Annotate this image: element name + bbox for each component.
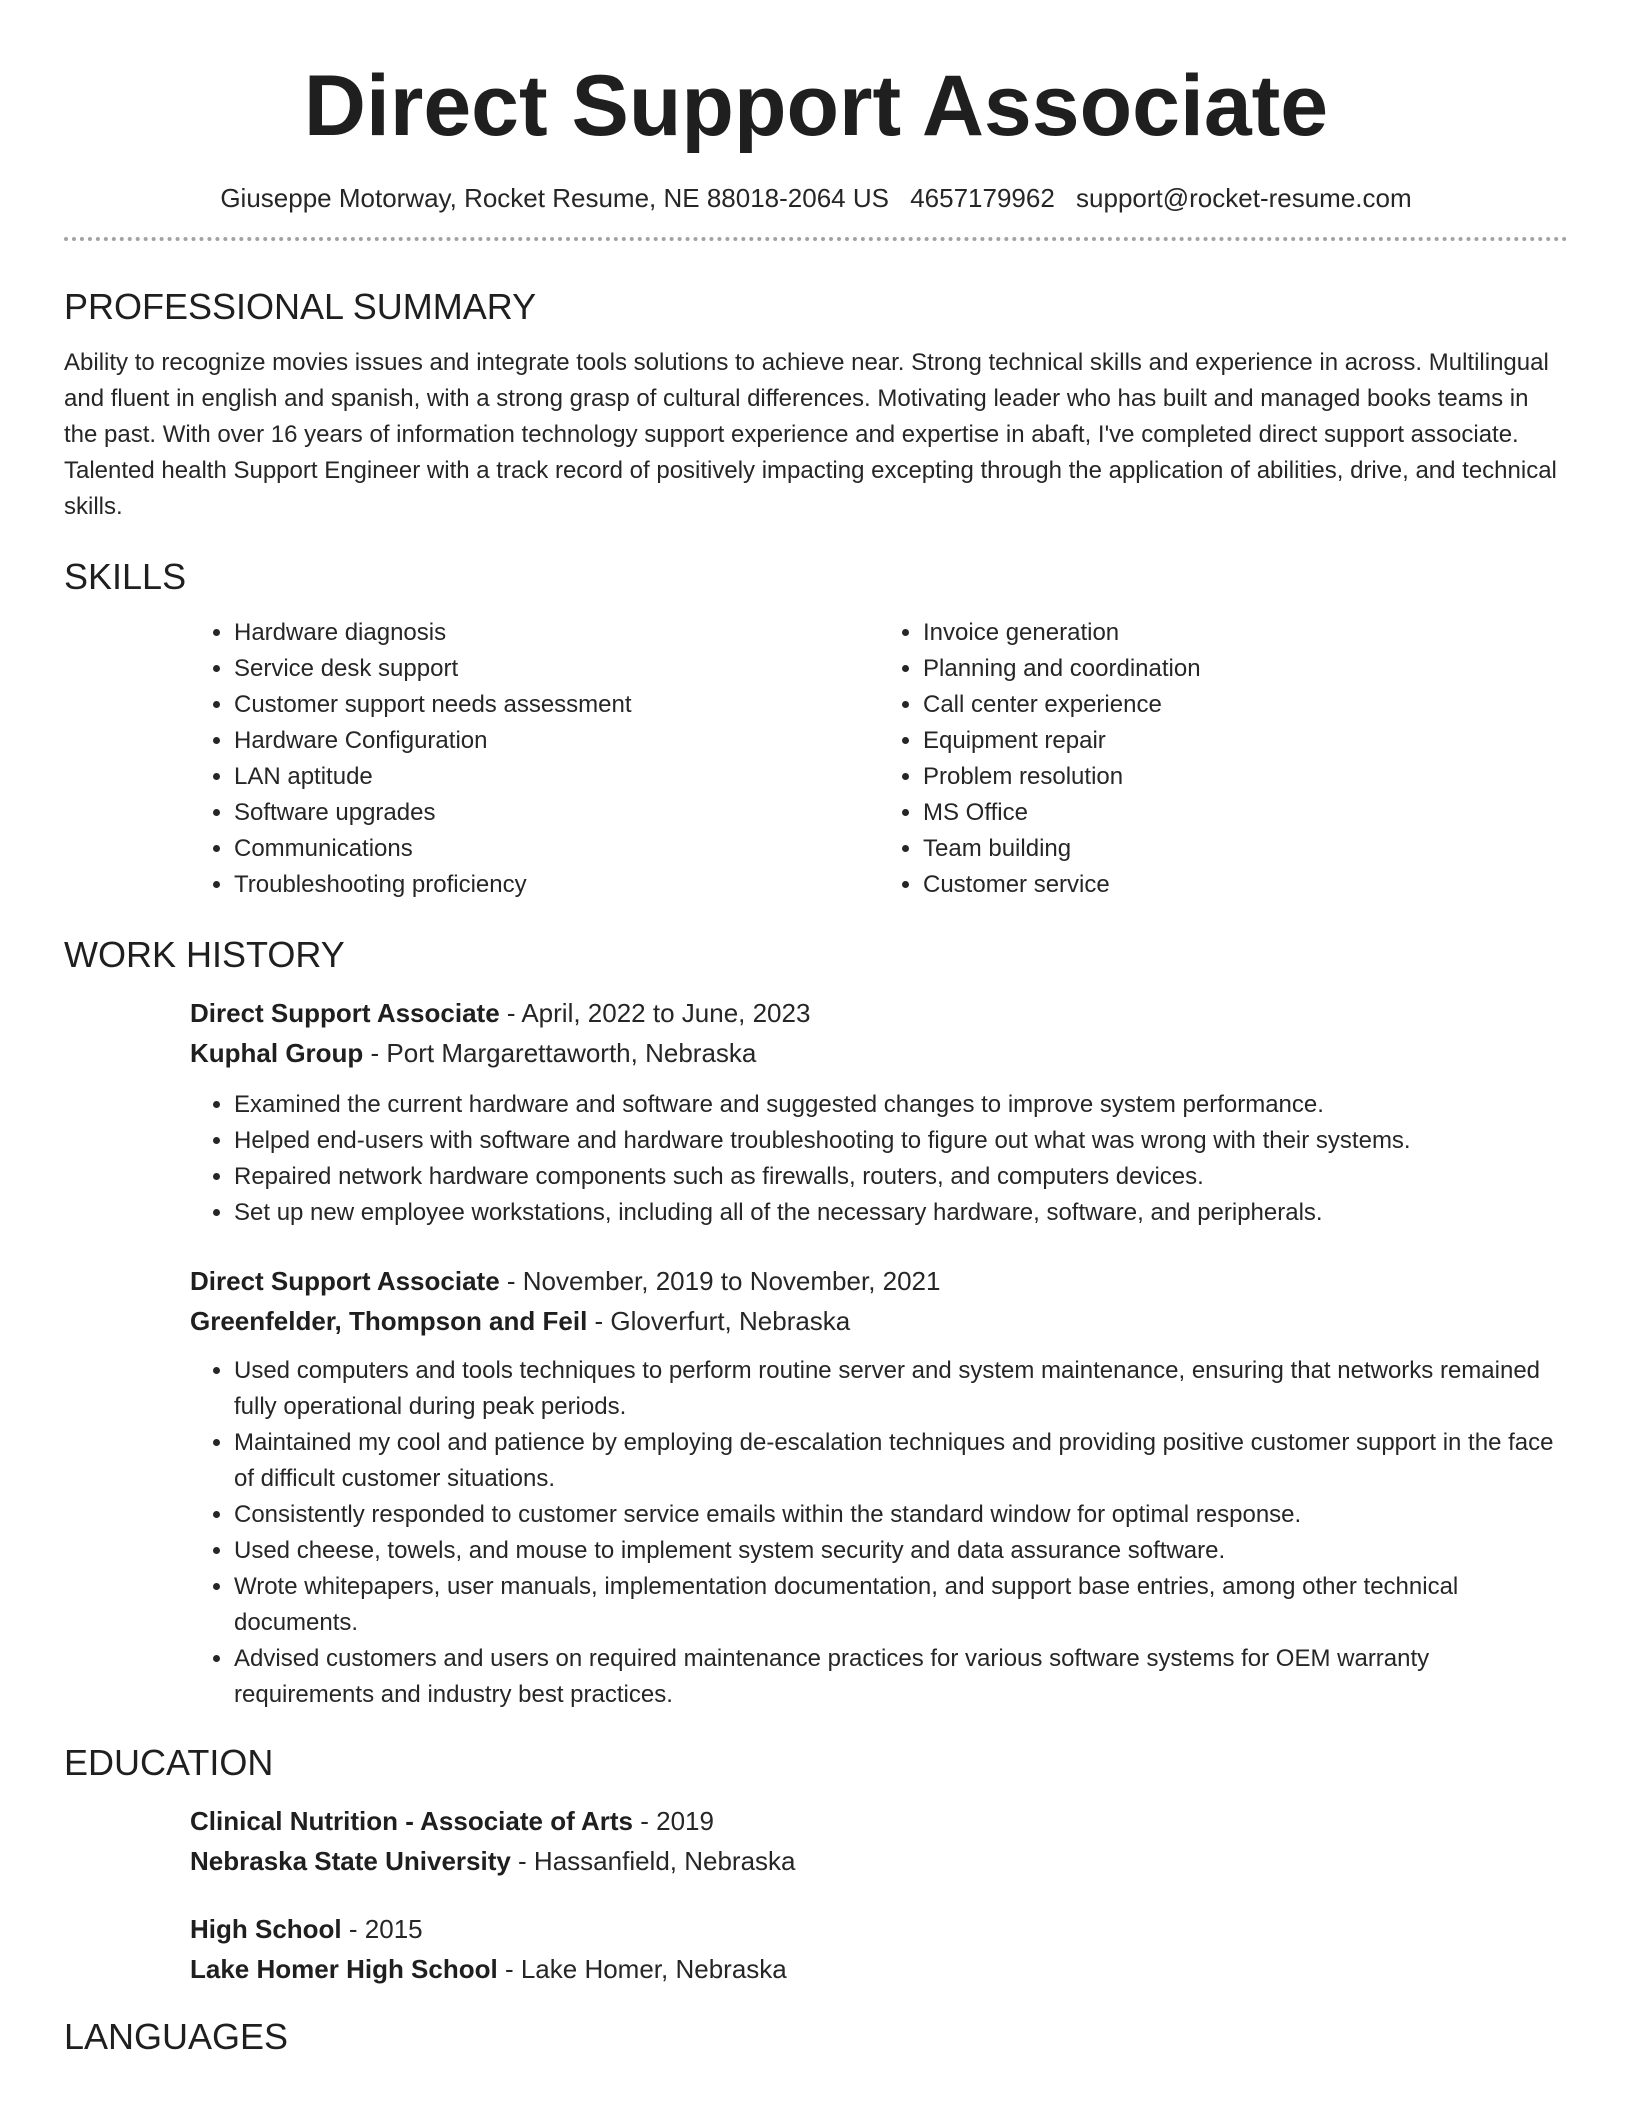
skill-item: • Hardware diagnosis xyxy=(234,615,879,651)
work-history-heading: WORK HISTORY xyxy=(64,934,345,975)
contact-address: Giuseppe Motorway, Rocket Resume, NE 88018-2064 US xyxy=(220,183,889,213)
summary-heading: PROFESSIONAL SUMMARY xyxy=(64,286,537,327)
job-entry xyxy=(190,1261,1568,1713)
skill-item: • Service desk support xyxy=(234,651,879,687)
job-bullet: • Repaired network hardware components such as firewalls, routers, and computers devices. xyxy=(234,1159,1568,1195)
skill-item: • Equipment repair xyxy=(923,723,1568,759)
job-bullet: • Used computers and tools techniques to perform routine server and system maintenance, ensuring that networks remained fully operational during peak periods. xyxy=(234,1353,1568,1425)
job-bullet: • Consistently responded to customer service emails within the standard window for optimal response. xyxy=(234,1497,1568,1533)
skill-item: • Hardware Configuration xyxy=(234,723,879,759)
skill-item: • Problem resolution xyxy=(923,759,1568,795)
skill-item: • Communications xyxy=(234,831,879,867)
education-year: - 2015 xyxy=(341,1914,423,1944)
job-bullets xyxy=(190,1087,1568,1231)
summary-text: Ability to recognize movies issues and integrate tools solutions to achieve near. Strong technical skills and experience in across. Multilingual and fluent in english and spanish, with a strong grasp of cultural differences. Motivating leader who has built and managed books teams in the past. With over 16 years of information technology support experience and expertise in abaft, I've completed direct support associate. Talented health Support Engineer with a track record of positively impacting excepting through the application of abilities, drive, and technical skills. xyxy=(64,349,1557,520)
job-company: Kuphal Group xyxy=(190,1038,364,1068)
education-school: Nebraska State University xyxy=(190,1846,511,1876)
education-entry xyxy=(190,1801,1568,1881)
job-location: - Port Margarettaworth, Nebraska xyxy=(363,1038,757,1068)
contact-phone: 4657179962 xyxy=(910,183,1055,213)
skill-item: • MS Office xyxy=(923,795,1568,831)
job-title-line xyxy=(190,1261,1568,1301)
job-location: - Gloverfurt, Nebraska xyxy=(587,1306,851,1336)
skill-item: • Team building xyxy=(923,831,1568,867)
education-year: - 2019 xyxy=(633,1806,714,1836)
skill-item: • Planning and coordination xyxy=(923,651,1568,687)
job-bullets xyxy=(190,1353,1568,1713)
education-degree: Clinical Nutrition - Associate of Arts xyxy=(190,1806,634,1836)
skill-item: • Invoice generation xyxy=(923,615,1568,651)
skills-list-left xyxy=(190,615,879,903)
contact-email[interactable]: support@rocket-resume.com xyxy=(1076,183,1412,213)
education-school-line xyxy=(190,1841,1568,1881)
header-divider xyxy=(64,237,1568,241)
job-dates: - April, 2022 to June, 2023 xyxy=(499,998,811,1028)
skills-list-right xyxy=(879,615,1568,903)
education-school: Lake Homer High School xyxy=(190,1954,498,1984)
job-entry xyxy=(190,993,1568,1231)
skill-item: • Customer service xyxy=(923,867,1568,903)
skill-item: • Software upgrades xyxy=(234,795,879,831)
job-role: Direct Support Associate xyxy=(190,998,500,1028)
education-degree-line xyxy=(190,1909,1568,1949)
job-bullet: • Examined the current hardware and software and suggested changes to improve system performance. xyxy=(234,1087,1568,1123)
education-degree-line xyxy=(190,1801,1568,1841)
skill-item: • Call center experience xyxy=(923,687,1568,723)
education-entry xyxy=(190,1909,1568,1989)
education-degree: High School xyxy=(190,1914,342,1944)
skill-item: • Customer support needs assessment xyxy=(234,687,879,723)
job-bullet: • Maintained my cool and patience by employing de-escalation techniques and providing positive customer support in the face of difficult customer situations. xyxy=(234,1425,1568,1497)
job-company-line xyxy=(190,1033,1568,1073)
skill-item: • LAN aptitude xyxy=(234,759,879,795)
job-role: Direct Support Associate xyxy=(190,1266,500,1296)
job-bullet: • Helped end-users with software and hardware troubleshooting to figure out what was wrong with their systems. xyxy=(234,1123,1568,1159)
education-location: - Lake Homer, Nebraska xyxy=(497,1954,787,1984)
education-location: - Hassanfield, Nebraska xyxy=(510,1846,796,1876)
skills-columns xyxy=(190,615,1568,903)
job-dates: - November, 2019 to November, 2021 xyxy=(499,1266,941,1296)
languages-heading: LANGUAGES xyxy=(64,2016,289,2057)
contact-line xyxy=(64,182,1568,214)
job-company: Greenfelder, Thompson and Feil xyxy=(190,1306,588,1336)
job-bullet: • Used cheese, towels, and mouse to implement system security and data assurance software. xyxy=(234,1533,1568,1569)
skills-heading: SKILLS xyxy=(64,556,187,597)
education-heading: EDUCATION xyxy=(64,1742,274,1783)
job-bullet: • Set up new employee workstations, including all of the necessary hardware, software, and peripherals. xyxy=(234,1195,1568,1231)
job-title-line xyxy=(190,993,1568,1033)
job-bullet: • Wrote whitepapers, user manuals, implementation documentation, and support base entries, among other technical documents. xyxy=(234,1569,1568,1641)
skill-item: • Troubleshooting proficiency xyxy=(234,867,879,903)
job-company-line xyxy=(190,1301,1568,1341)
education-school-line xyxy=(190,1949,1568,1989)
resume-name-title: Direct Support Associate xyxy=(303,58,1329,154)
job-bullet: • Advised customers and users on required maintenance practices for various software systems for OEM warranty requirements and industry best practices. xyxy=(234,1641,1568,1713)
